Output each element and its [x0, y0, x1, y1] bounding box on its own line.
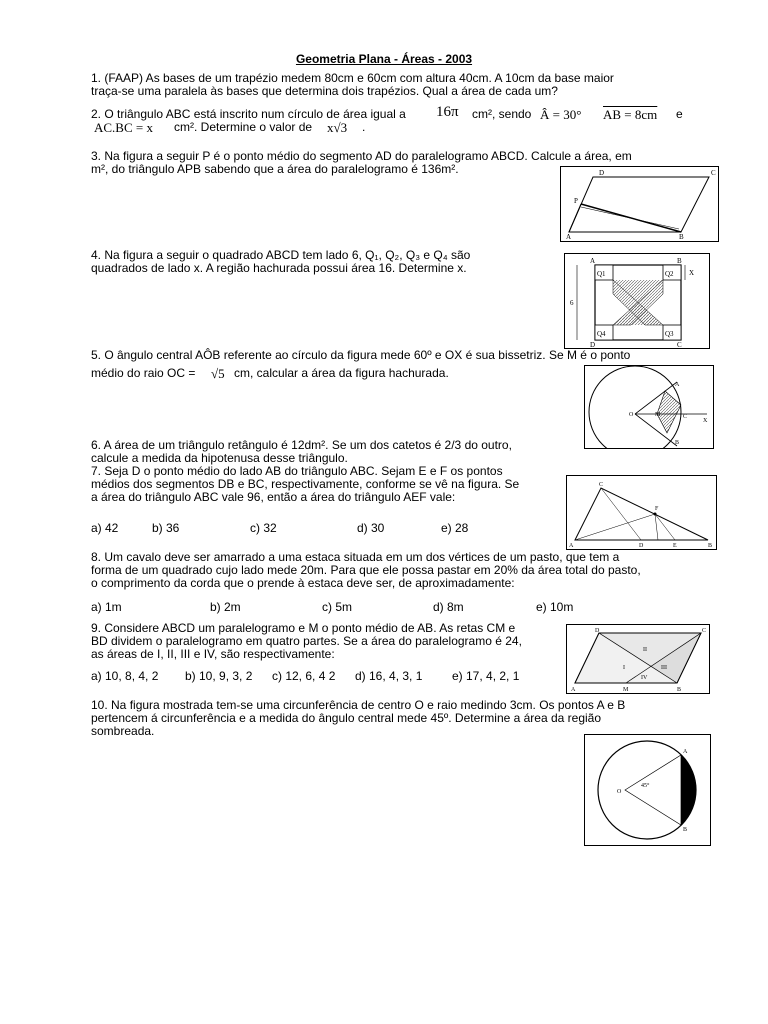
q7-option-a[interactable]: a) 42	[91, 521, 119, 535]
q5-root: √5	[211, 366, 225, 381]
q2-ab: AB = 8cm	[603, 107, 658, 122]
q4-line2: quadrados de lado x. A região hachurada possui área 16. Determine x.	[91, 261, 467, 275]
q8-option-d[interactable]: d) 8m	[433, 600, 464, 614]
label-iv: IV	[641, 675, 648, 681]
q8-line2: forma de um quadrado cujo lado mede 20m. Para que ele possa pastar em 20% da área total do pasto,	[91, 563, 641, 577]
q5-line2a: médio do raio OC =	[91, 366, 196, 380]
label-f: F	[655, 506, 659, 512]
label-a: A	[590, 257, 596, 265]
label-o: O	[617, 789, 622, 795]
q9-figure	[566, 624, 710, 694]
q2-angle: Â = 30°	[540, 107, 582, 122]
label-ii: II	[643, 647, 647, 653]
q10-line2: pertencem á circunferência e a medida do ângulo central mede 45º. Determine a área da região	[91, 711, 602, 725]
q2-area: 16π	[436, 104, 459, 120]
q8-option-a[interactable]: a) 1m	[91, 600, 122, 614]
q9-option-c[interactable]: c) 12, 6, 4 2	[272, 669, 336, 683]
q8-option-c[interactable]: c) 5m	[322, 600, 352, 614]
q4-line1: 4. Na figura a seguir o quadrado ABCD tem lado 6, Q₁, Q₂, Q₃ e Q₄ são	[91, 248, 471, 262]
label-e: E	[673, 543, 677, 549]
q6-line1: 6. A área de um triângulo retângulo é 12dm². Se um dos catetos é 2/3 do outro,	[91, 438, 512, 452]
label-x: X	[703, 418, 708, 424]
label-c: C	[702, 628, 707, 634]
label-d: D	[590, 341, 596, 348]
q3-line1: 3. Na figura a seguir P é o ponto médio do segmento AD do paralelogramo ABCD. Calcule a área, em	[91, 149, 632, 163]
q7-option-e[interactable]: e) 28	[441, 521, 469, 535]
q2-text-a: 2. O triângulo ABC está inscrito num círculo de área igual a	[91, 107, 406, 121]
q4-figure	[564, 253, 710, 349]
q2-acbc: AC.BC = x	[94, 120, 153, 135]
label-angle: 45°	[641, 783, 650, 789]
q8-line3: o comprimento da corda que o prende à estaca deve ser, de aproximadamente:	[91, 576, 515, 590]
q8-option-e[interactable]: e) 10m	[536, 600, 574, 614]
q8-line1: 8. Um cavalo deve ser amarrado a uma estaca situada em um dos vértices de um pasto, que tem a	[91, 550, 620, 564]
q9-line2: BD dividem o paralelogramo em quatro partes. Se a área do paralelogramo é 24,	[91, 634, 522, 648]
label-b: B	[679, 233, 684, 241]
label-b: B	[677, 687, 682, 693]
q3-line2: m², do triângulo APB sabendo que a área do paralelogramo é 136m².	[91, 162, 459, 176]
q6-line2: calcule a medida da hipotenusa desse triângulo.	[91, 451, 348, 465]
label-c: C	[599, 482, 604, 488]
q7-line3: a área do triângulo ABC vale 96, então a área do triângulo AEF vale:	[91, 490, 456, 504]
q5-line1: 5. O ângulo central AÔB referente ao círculo da figura mede 60º e OX é sua bissetriz. Se M é o ponto	[91, 348, 631, 362]
q1-line1: 1. (FAAP) As bases de um trapézio medem 80cm e 60cm com altura 40cm. A 10cm da base maior	[91, 71, 614, 85]
q7-line1: 7. Seja D o ponto médio do lado AB do triângulo ABC. Sejam E e F os pontos	[91, 464, 503, 478]
q1-line2: traça-se uma paralela às bases que determina dois trapézios. Qual a área de cada um?	[91, 84, 558, 98]
label-m: M	[655, 412, 661, 418]
q7-option-d[interactable]: d) 30	[357, 521, 385, 535]
label-q3: Q3	[665, 330, 674, 338]
label-m: M	[623, 687, 629, 693]
label-c: C	[683, 414, 688, 420]
q5-figure	[584, 365, 714, 449]
q9-option-b[interactable]: b) 10, 9, 3, 2	[185, 669, 253, 683]
q7-figure	[566, 475, 717, 550]
page-title: Geometria Plana - Áreas - 2003	[295, 52, 473, 66]
label-a: A	[566, 233, 572, 241]
label-p: P	[574, 197, 578, 205]
label-q2: Q2	[665, 270, 674, 278]
q7-option-b[interactable]: b) 36	[152, 521, 180, 535]
label-a: A	[571, 687, 576, 693]
q3-figure	[560, 166, 719, 242]
label-b: B	[683, 827, 688, 833]
q10-line1: 10. Na figura mostrada tem-se uma circunferência de centro O e raio medindo 3cm. Os pontos A e B	[91, 698, 626, 712]
q5-line2b: cm, calcular a área da figura hachurada.	[234, 366, 449, 380]
label-b: B	[708, 543, 713, 549]
label-c: C	[711, 169, 716, 177]
label-b: B	[677, 257, 682, 265]
q9-option-e[interactable]: e) 17, 4, 2, 1	[452, 669, 520, 683]
label-b: B	[675, 440, 680, 446]
label-d: D	[639, 543, 644, 549]
label-d: D	[599, 169, 605, 177]
q2-text-d: cm². Determine o valor de	[174, 120, 313, 134]
q2-text-b: cm², sendo	[472, 107, 532, 121]
label-q4: Q4	[597, 330, 606, 338]
q2-text-c: e	[676, 107, 683, 121]
label-q1: Q1	[597, 270, 606, 278]
q2-text-e: .	[362, 120, 366, 134]
q8-option-b[interactable]: b) 2m	[210, 600, 241, 614]
label-o: O	[629, 412, 634, 418]
label-a: A	[675, 382, 680, 388]
label-iii: III	[661, 665, 667, 671]
label-a: A	[569, 543, 574, 549]
label-i: I	[623, 665, 625, 671]
q2-xroot: x√3	[327, 120, 348, 135]
label-d: D	[595, 628, 600, 634]
parallelogram	[569, 177, 709, 232]
label-six: 6	[570, 299, 574, 307]
label-a: A	[683, 749, 688, 755]
q7-line2: médios dos segmentos DB e BC, respectivamente, conforme se vê na figura. Se	[91, 477, 520, 491]
q9-option-d[interactable]: d) 16, 4, 3, 1	[355, 669, 423, 683]
q9-line1: 9. Considere ABCD um paralelogramo e M o ponto médio de AB. As retas CM e	[91, 621, 516, 635]
q7-option-c[interactable]: c) 32	[250, 521, 277, 535]
q9-option-a[interactable]: a) 10, 8, 4, 2	[91, 669, 159, 683]
q9-line3: as áreas de I, II, III e IV, são respectivamente:	[91, 647, 335, 661]
label-x: X	[689, 269, 695, 277]
q10-line3: sombreada.	[91, 724, 155, 738]
q10-figure	[584, 734, 711, 846]
label-c: C	[677, 341, 682, 348]
